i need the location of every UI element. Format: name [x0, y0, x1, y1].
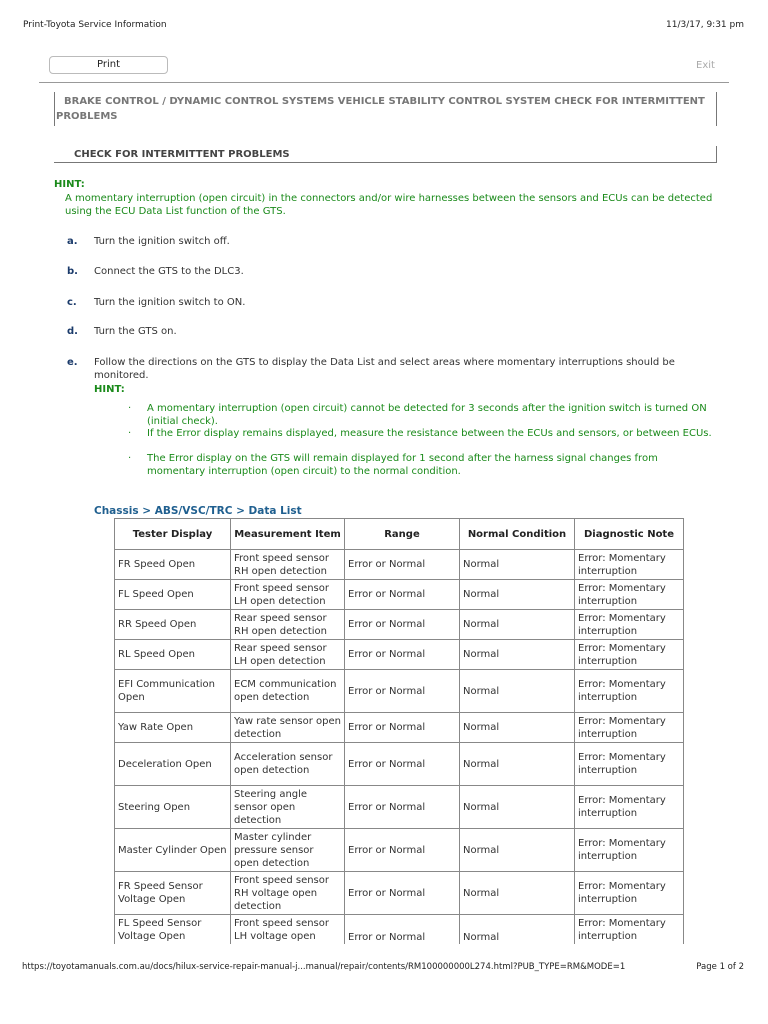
bullet-text: The Error display on the GTS will remain displayed for 1 second after the harness signal changes from momentary interruption (open circuit) to the normal condition.	[147, 453, 658, 477]
cell: Error: Momentary interruption	[575, 713, 684, 743]
cell: Master Cylinder Open	[115, 829, 231, 872]
footer-page-number: Page 1 of 2	[696, 962, 744, 972]
step-text: Turn the GTS on.	[94, 326, 177, 337]
cell: FR Speed Open	[115, 550, 231, 580]
table-row	[115, 829, 684, 872]
table-row	[115, 610, 684, 640]
cell: Error or Normal	[345, 610, 460, 640]
table-row	[115, 872, 684, 915]
cell: Error: Momentary interruption	[575, 786, 684, 829]
cell: Deceleration Open	[115, 743, 231, 786]
table-row	[115, 915, 684, 945]
column-header: Range	[345, 519, 460, 550]
cell: Normal	[460, 872, 575, 915]
step-label: d.	[67, 326, 78, 337]
cell: RL Speed Open	[115, 640, 231, 670]
cell: Error or Normal	[345, 872, 460, 915]
step-text: Turn the ignition switch off.	[94, 236, 230, 247]
browser-page-title: Print-Toyota Service Information	[23, 20, 167, 30]
cell: EFI Communication Open	[115, 670, 231, 713]
cell: Error: Momentary interruption	[575, 743, 684, 786]
print-timestamp: 11/3/17, 9:31 pm	[666, 20, 744, 30]
cell: Rear speed sensor LH open detection	[231, 640, 345, 670]
cell: Error or Normal	[345, 670, 460, 713]
exit-link[interactable]: Exit	[696, 60, 715, 71]
table-row	[115, 670, 684, 713]
cell: Normal	[460, 550, 575, 580]
cell: Rear speed sensor RH open detection	[231, 610, 345, 640]
step-label: a.	[67, 236, 78, 247]
cell: Steering angle sensor open detection	[231, 786, 345, 829]
cell: Error or Normal	[345, 786, 460, 829]
cell: Normal	[460, 713, 575, 743]
breadcrumb: BRAKE CONTROL / DYNAMIC CONTROL SYSTEMS VEHICLE STABILITY CONTROL SYSTEM CHECK FOR INTERMITTENT PROBLEMS	[56, 96, 705, 122]
cell: Normal	[460, 786, 575, 829]
table-row	[115, 550, 684, 580]
cell: Front speed sensor LH voltage open	[231, 915, 345, 945]
step-hint-label: HINT:	[94, 384, 125, 395]
cell: Error: Momentary interruption	[575, 915, 684, 945]
data-list-table	[114, 518, 684, 944]
cell: Normal	[460, 610, 575, 640]
column-header: Normal Condition	[460, 519, 575, 550]
cell: Error or Normal	[345, 580, 460, 610]
cell: Error: Momentary interruption	[575, 640, 684, 670]
column-header: Tester Display	[115, 519, 231, 550]
cell: ECM communication open detection	[231, 670, 345, 713]
bullet-text: If the Error display remains displayed, measure the resistance between the ECUs and sensors, or between ECUs.	[147, 428, 712, 439]
cell: Normal	[460, 915, 575, 945]
table-row	[115, 786, 684, 829]
bullet-text: A momentary interruption (open circuit) cannot be detected for 3 seconds after the ignition switch is turned ON (initial check).	[147, 403, 707, 427]
table-row	[115, 580, 684, 610]
cell: Error or Normal	[345, 713, 460, 743]
cell: Error or Normal	[345, 550, 460, 580]
cell: Yaw Rate Open	[115, 713, 231, 743]
table-header-row	[115, 519, 684, 550]
column-header: Diagnostic Note	[575, 519, 684, 550]
step-label: e.	[67, 357, 78, 368]
cell: Error or Normal	[345, 743, 460, 786]
cell: Normal	[460, 743, 575, 786]
bullet-icon: ·	[128, 403, 132, 414]
step-text: Follow the directions on the GTS to display the Data List and select areas where momentary interruptions should be monitored.	[94, 357, 675, 381]
column-header: Measurement Item	[231, 519, 345, 550]
cell: Normal	[460, 829, 575, 872]
step-text: Connect the GTS to the DLC3.	[94, 266, 244, 277]
cell: Normal	[460, 580, 575, 610]
cell: Error: Momentary interruption	[575, 550, 684, 580]
cell: FL Speed Open	[115, 580, 231, 610]
cell: Error or Normal	[345, 915, 460, 945]
table-caption: Chassis > ABS/VSC/TRC > Data List	[94, 505, 302, 517]
section-title: CHECK FOR INTERMITTENT PROBLEMS	[74, 149, 290, 160]
cell: Master cylinder pressure sensor open detection	[231, 829, 345, 872]
table-row	[115, 713, 684, 743]
cell: Error: Momentary interruption	[575, 670, 684, 713]
cell: Yaw rate sensor open detection	[231, 713, 345, 743]
cell: Front speed sensor RH open detection	[231, 550, 345, 580]
step-text: Turn the ignition switch to ON.	[94, 297, 246, 308]
cell: Error: Momentary interruption	[575, 872, 684, 915]
cell: Acceleration sensor open detection	[231, 743, 345, 786]
cell: Normal	[460, 640, 575, 670]
cell: Error or Normal	[345, 829, 460, 872]
cell: Error or Normal	[345, 640, 460, 670]
cell: Front speed sensor RH voltage open detection	[231, 872, 345, 915]
bullet-icon: ·	[128, 428, 132, 439]
cell: Error: Momentary interruption	[575, 829, 684, 872]
cell: Steering Open	[115, 786, 231, 829]
cell: RR Speed Open	[115, 610, 231, 640]
cell: Front speed sensor LH open detection	[231, 580, 345, 610]
table-row	[115, 640, 684, 670]
print-button[interactable]: Print	[49, 56, 168, 74]
cell: FR Speed Sensor Voltage Open	[115, 872, 231, 915]
hint-label: HINT:	[54, 179, 85, 190]
footer-url: https://toyotamanuals.com.au/docs/hilux-service-repair-manual-j...manual/repair/contents/RM100000000L274.html?PUB_TYPE=RM&MODE=1	[22, 962, 626, 972]
table-row	[115, 743, 684, 786]
cell: Error: Momentary interruption	[575, 610, 684, 640]
step-label: b.	[67, 266, 78, 277]
hint-text: A momentary interruption (open circuit) in the connectors and/or wire harnesses between the sensors and ECUs can be detected using the ECU Data List function of the GTS.	[65, 193, 713, 217]
cell: FL Speed Sensor Voltage Open	[115, 915, 231, 945]
cell: Error: Momentary interruption	[575, 580, 684, 610]
bullet-icon: ·	[128, 453, 132, 464]
cell: Normal	[460, 670, 575, 713]
step-label: c.	[67, 297, 77, 308]
